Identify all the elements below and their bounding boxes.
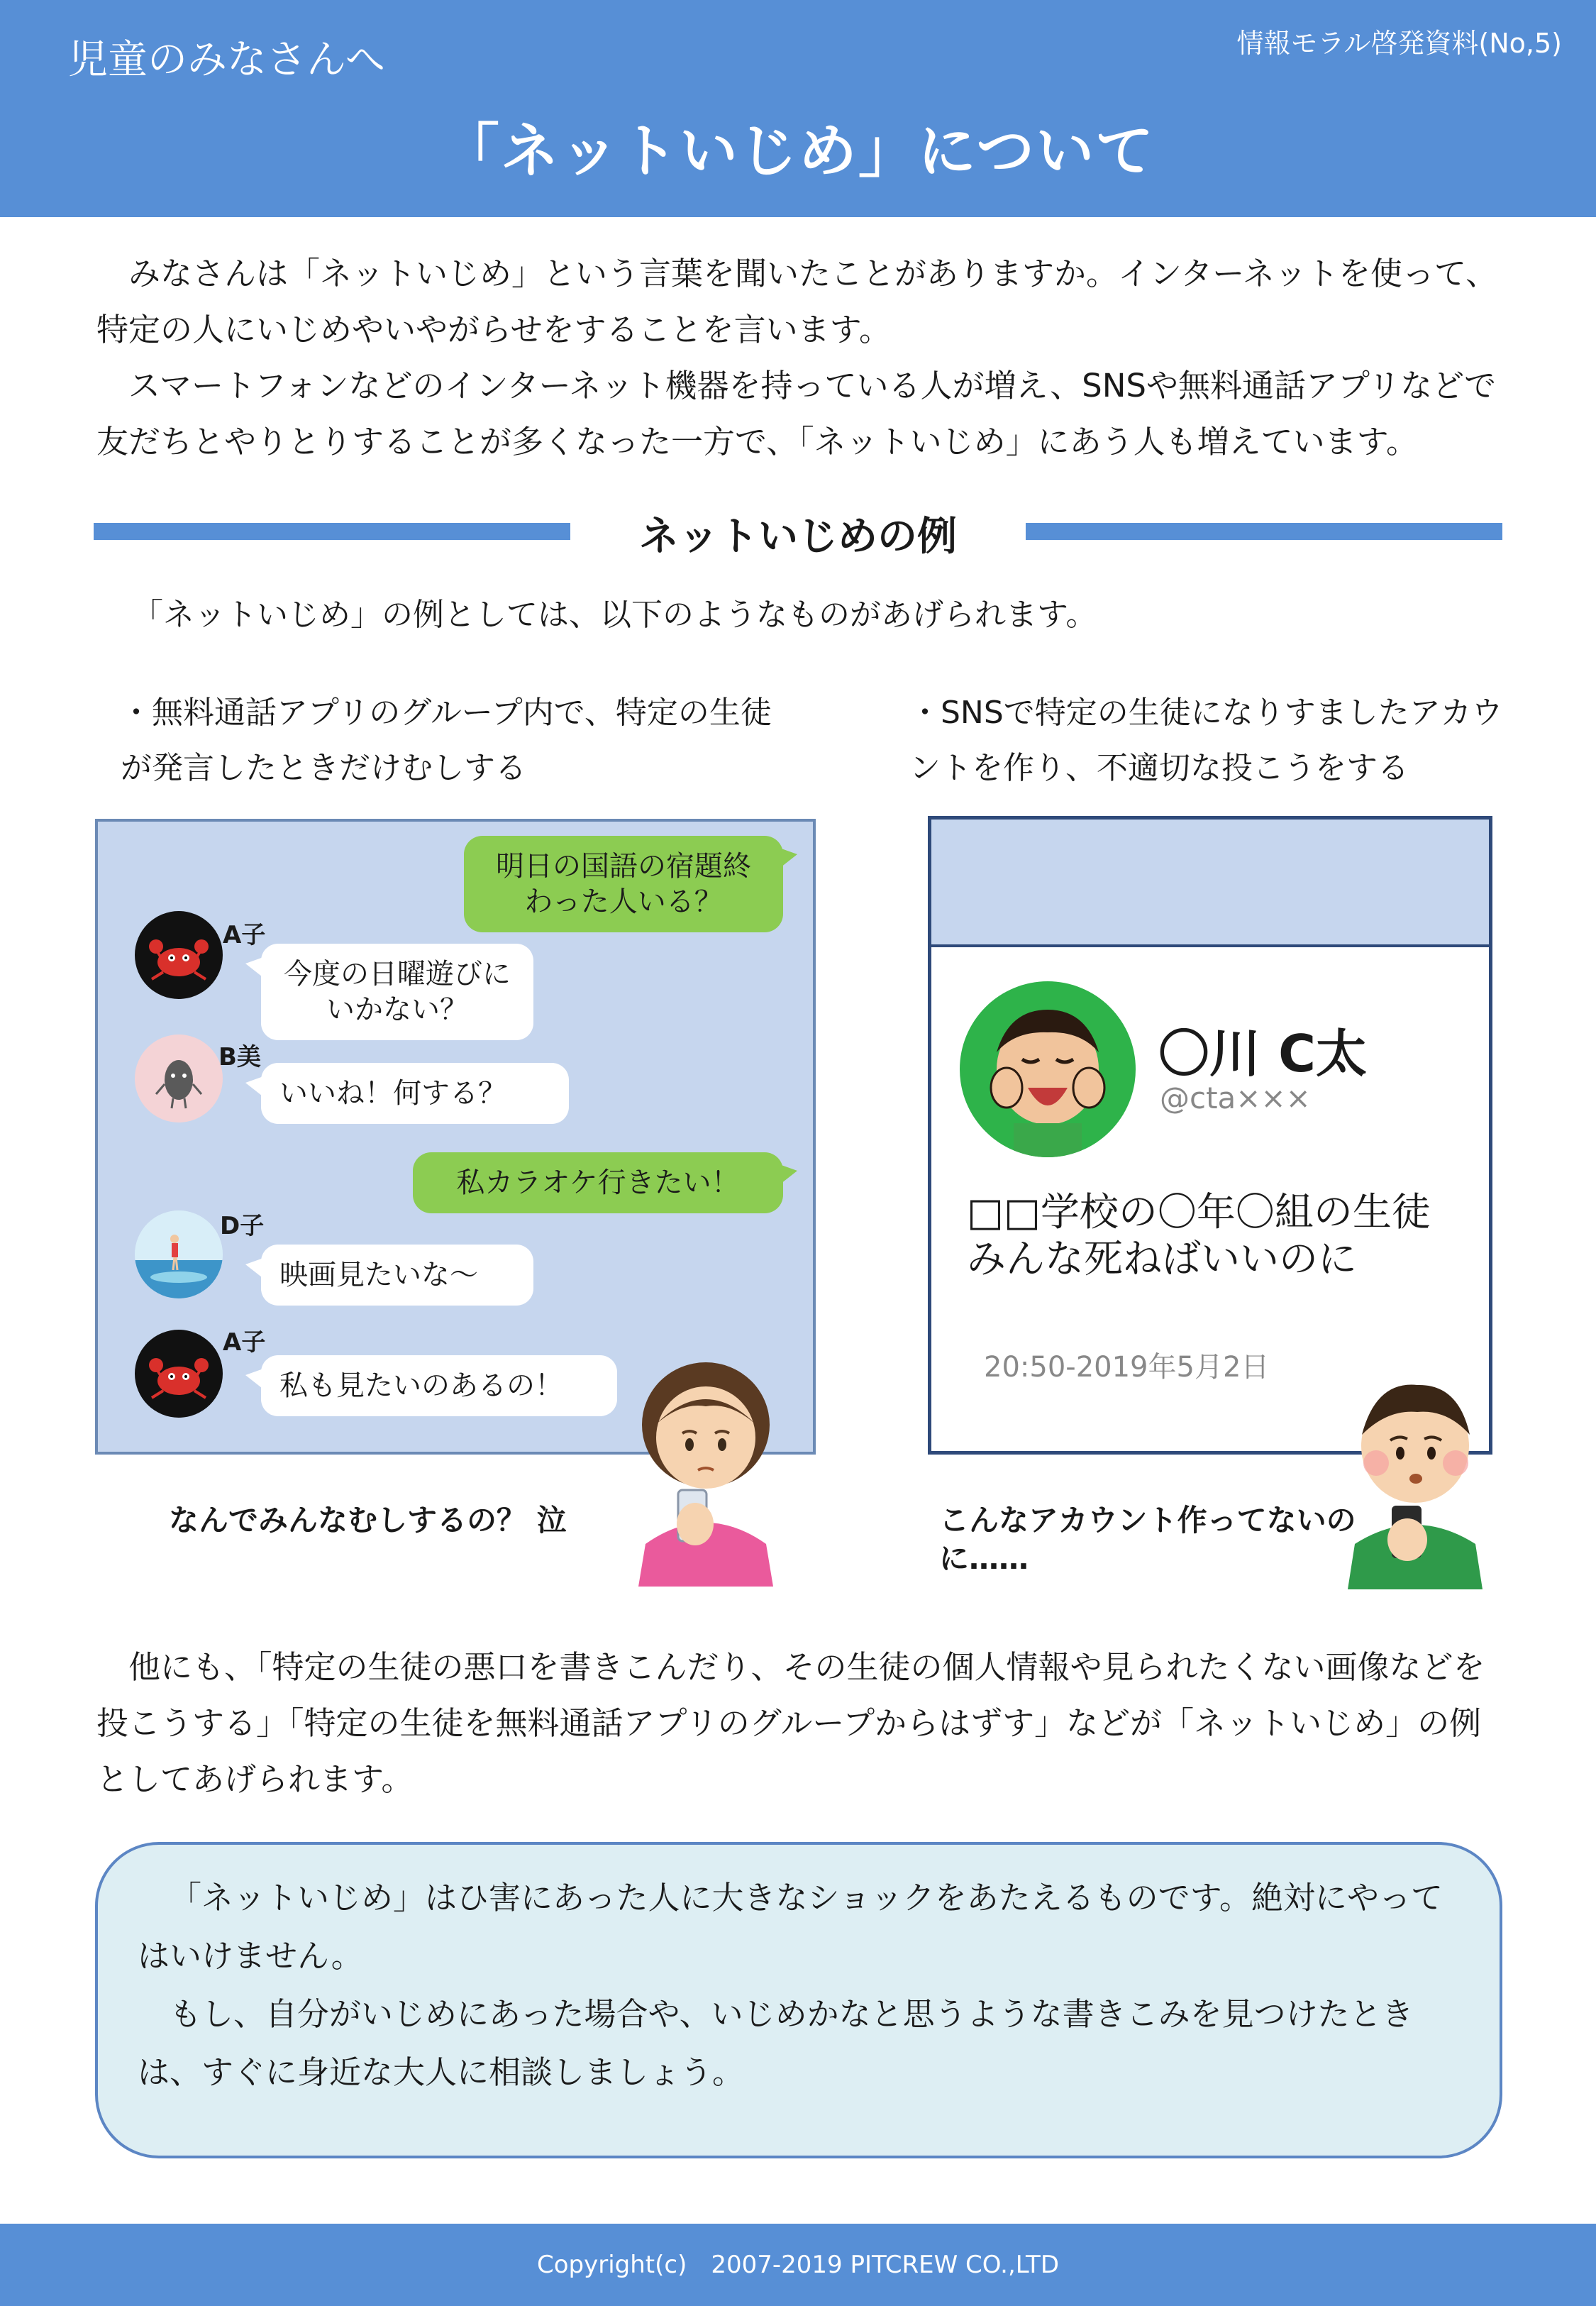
chat-user-name: A子 bbox=[223, 1328, 266, 1357]
chat-bubble-own: 明日の国語の宿題終わった人いる？ bbox=[464, 836, 783, 932]
section-title: ネットいじめの例 bbox=[639, 514, 957, 560]
outro-paragraph: 他にも、「特定の生徒の悪口を書きこんだり、その生徒の個人情報や見られたくない画像などを投こうする」「特定の生徒を無料通話アプリのグループからはずす」などが「ネットいじめ」の例としてあげられます。 bbox=[96, 1648, 1485, 1798]
crab-avatar-icon bbox=[135, 911, 223, 999]
sns-profile-card bbox=[928, 816, 1492, 1455]
chat-user-name: D子 bbox=[220, 1212, 265, 1240]
sns-handle: @cta××× bbox=[1160, 1081, 1311, 1115]
boy-avatar-icon bbox=[960, 981, 1136, 1157]
character-avatar-icon bbox=[135, 1035, 223, 1122]
intro-paragraph: みなさんは「ネットいじめ」という言葉を聞いたことがありますか。インターネットを使って、特定の人にいじめやいやがらせをすることを言います。 bbox=[96, 255, 1498, 348]
copyright-text: Copyright(c) 2007-2019 PITCREW CO.,LTD bbox=[536, 2251, 1059, 2279]
profile-banner bbox=[931, 820, 1489, 947]
intro-paragraph: スマートフォンなどのインターネット機器を持っている人が増え、SNSや無料通話アプリなどで友だちとやりとりすることが多くなった一方で、「ネットいじめ」にあう人も増えています。 bbox=[96, 367, 1497, 460]
chat-bubble-other: 今度の日曜遊びにいかない？ bbox=[261, 944, 533, 1040]
chat-bubble-own: 私カラオケ行きたい！ bbox=[413, 1152, 783, 1213]
chat-bubble-other: 私も見たいのあるの！ bbox=[261, 1355, 617, 1416]
crab-avatar-icon bbox=[135, 1330, 223, 1418]
notice-text bbox=[138, 1869, 1471, 2102]
sad-girl-illustration bbox=[624, 1359, 787, 1587]
page-footer bbox=[0, 2224, 1596, 2306]
sns-post-timestamp: 20:50-2019年5月2日 bbox=[984, 1351, 1270, 1384]
chat-user-name: A子 bbox=[223, 921, 266, 949]
chat-bubble-other: いいね！何する？ bbox=[261, 1063, 569, 1124]
notice-paragraph: 「ネットいじめ」はひ害にあった人に大きなショックをあたえるものです。絶対にやってはいけません。 bbox=[138, 1879, 1443, 1975]
page-title: 「ネットいじめ」について bbox=[440, 118, 1156, 185]
notice-paragraph: もし、自分がいじめにあった場合や、いじめかなと思うような書きこみを見つけたときは、すぐに身近な大人に相談しましょう。 bbox=[138, 1995, 1414, 2091]
other-examples-text bbox=[96, 1639, 1501, 1807]
sns-post-text: □□学校の〇年〇組の生徒みんな死ねばいいのに bbox=[967, 1189, 1431, 1281]
audience-label: 児童のみなさんへ bbox=[68, 37, 385, 83]
example-2-caption: こんなアカウント作ってないのに…… bbox=[939, 1503, 1356, 1576]
warning-notice-box bbox=[95, 1842, 1502, 2158]
example-1-caption: なんでみんなむしするの？ 泣 bbox=[169, 1503, 567, 1538]
example-1-text: ・無料通話アプリのグループ内で、特定の生徒が発言したときだけむしする bbox=[121, 695, 772, 786]
document-number: 情報モラル啓発資料(No,5) bbox=[1236, 28, 1562, 59]
example-2-text: ・SNSで特定の生徒になりすましたアカウントを作り、不適切な投こうをする bbox=[909, 695, 1503, 786]
section-lead: 「ネットいじめ」の例としては、以下のようなものがあげられます。 bbox=[132, 597, 1097, 633]
intro-text bbox=[96, 246, 1501, 470]
sns-display-name: 〇川 C太 bbox=[1158, 1024, 1367, 1083]
chat-user-name: B美 bbox=[218, 1043, 261, 1071]
chat-bubble-other: 映画見たいな～ bbox=[261, 1245, 533, 1306]
page-header bbox=[0, 0, 1596, 217]
beach-avatar-icon bbox=[135, 1210, 223, 1298]
